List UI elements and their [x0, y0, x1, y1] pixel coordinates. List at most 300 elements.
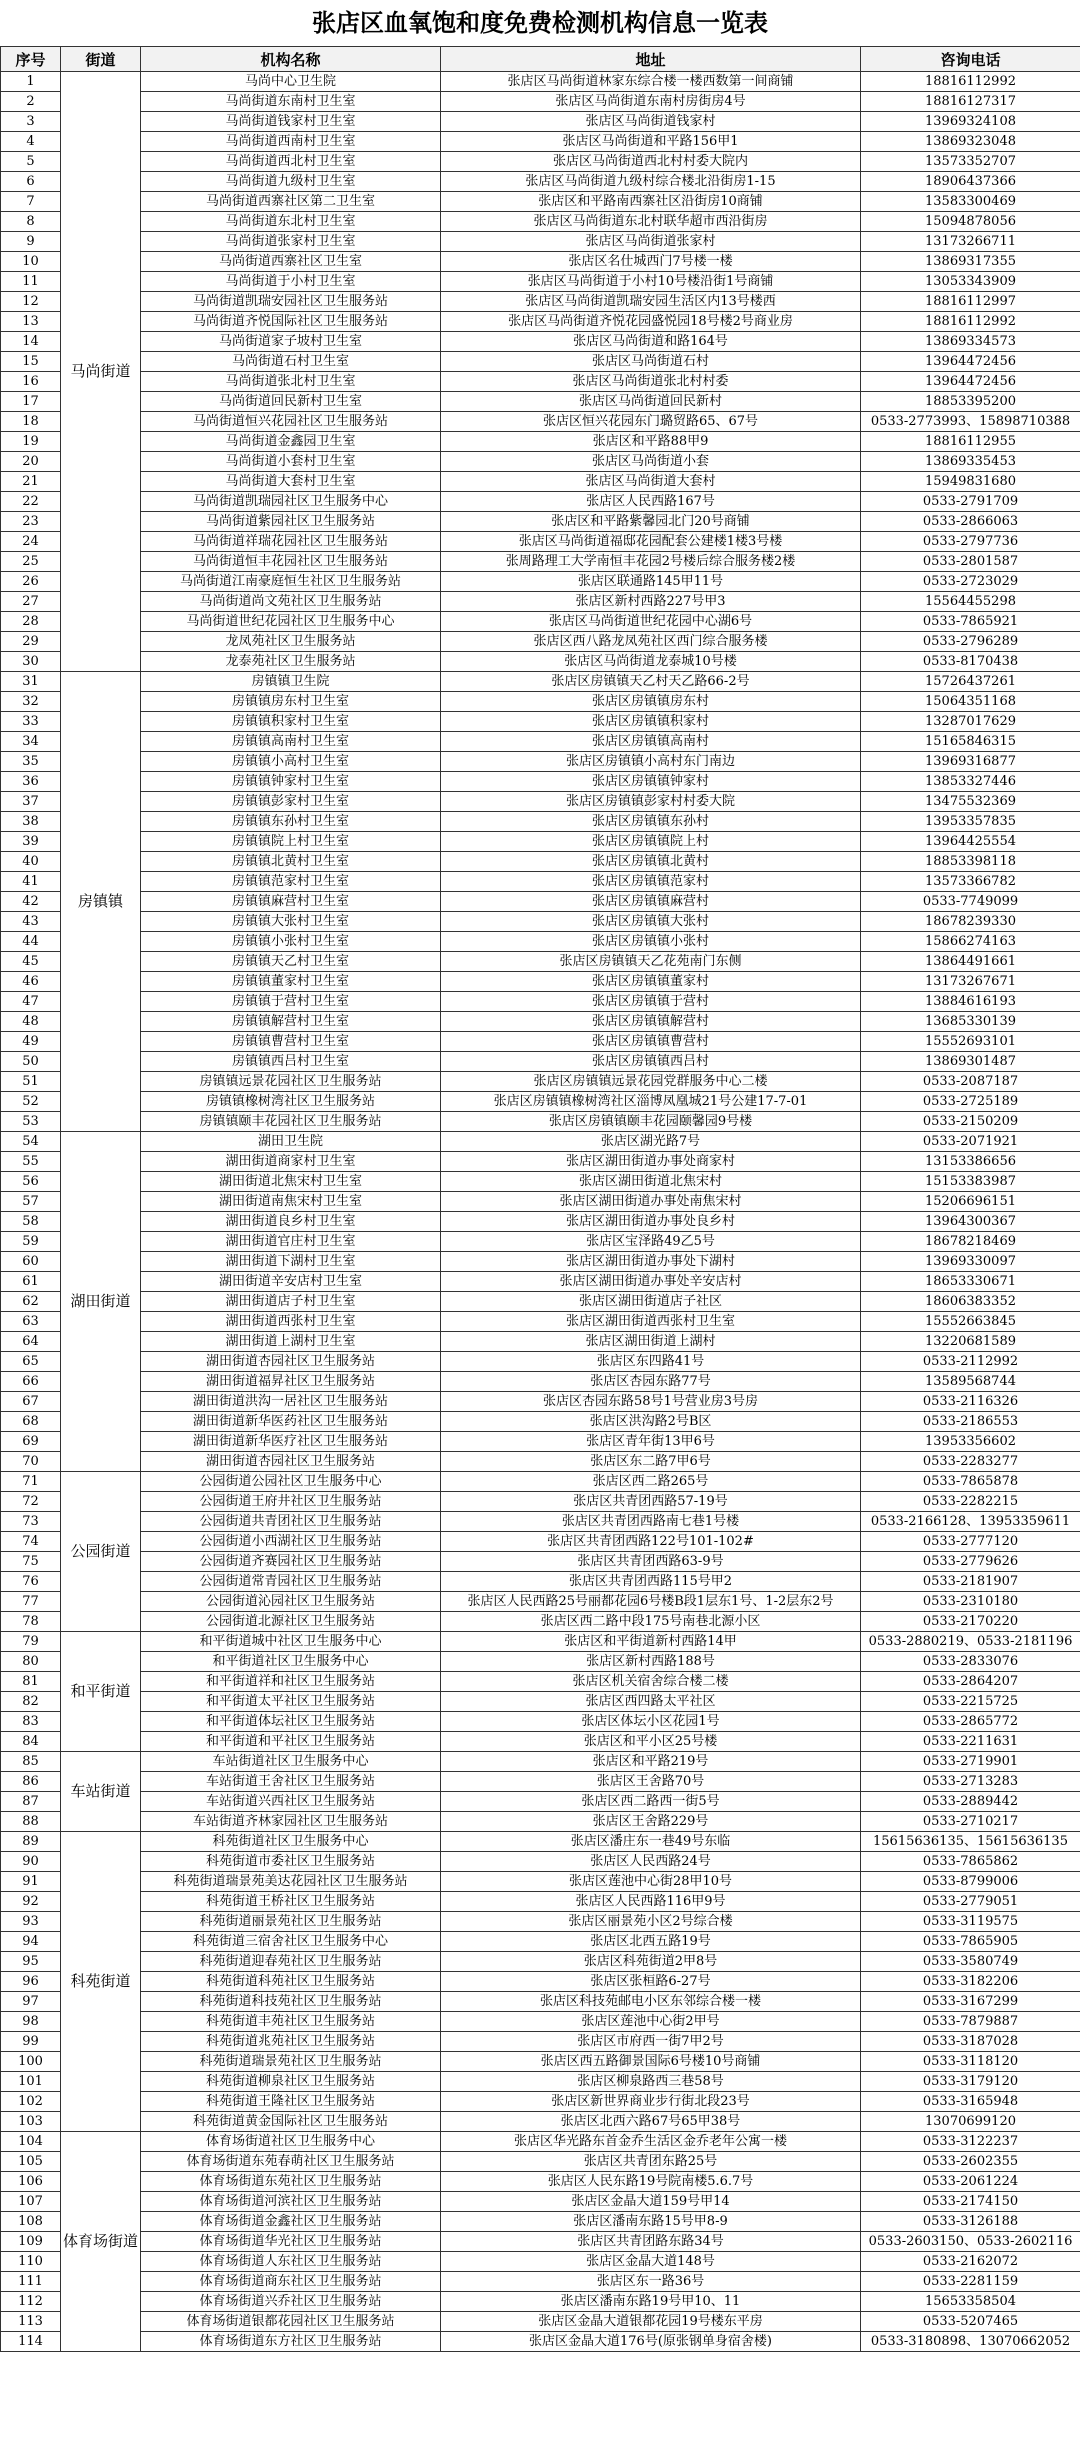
cell-institution: 马尚街道石村卫生室 [141, 352, 441, 372]
cell-address: 张店区湖田街道办事处良乡村 [441, 1212, 861, 1232]
cell-phone: 0533-3118120 [861, 2052, 1080, 2072]
cell-address: 张店区金晶大道159号甲14 [441, 2192, 861, 2212]
cell-phone: 13220681589 [861, 1332, 1080, 1352]
cell-index: 105 [1, 2152, 61, 2172]
cell-index: 46 [1, 972, 61, 992]
cell-address: 张店区体坛小区花园1号 [441, 1712, 861, 1732]
cell-index: 76 [1, 1572, 61, 1592]
cell-index: 113 [1, 2312, 61, 2332]
cell-institution: 房镇镇高南村卫生室 [141, 732, 441, 752]
cell-phone: 15866274163 [861, 932, 1080, 952]
cell-index: 5 [1, 152, 61, 172]
cell-street: 科苑街道 [61, 1832, 141, 2132]
cell-address: 张店区共青团西路南七巷1号楼 [441, 1512, 861, 1532]
table-row [1, 1872, 1080, 1892]
cell-institution: 房镇镇董家村卫生室 [141, 972, 441, 992]
table-row [1, 1672, 1080, 1692]
cell-index: 75 [1, 1552, 61, 1572]
cell-index: 77 [1, 1592, 61, 1612]
cell-index: 94 [1, 1932, 61, 1952]
table-row [1, 1592, 1080, 1612]
cell-institution: 公园街道共青团社区卫生服务站 [141, 1512, 441, 1532]
cell-phone: 0533-2282215 [861, 1492, 1080, 1512]
cell-phone: 0533-2777120 [861, 1532, 1080, 1552]
cell-index: 72 [1, 1492, 61, 1512]
cell-institution: 房镇镇大张村卫生室 [141, 912, 441, 932]
table-row [1, 2012, 1080, 2032]
cell-institution: 房镇镇于营村卫生室 [141, 992, 441, 1012]
table-row [1, 1392, 1080, 1412]
cell-address: 张店区北西五路19号 [441, 1932, 861, 1952]
table-row [1, 992, 1080, 1012]
cell-address: 张店区洪沟路2号B区 [441, 1412, 861, 1432]
cell-address: 张店区房镇镇房东村 [441, 692, 861, 712]
cell-address: 张店区马尚街道大套村 [441, 472, 861, 492]
cell-institution: 湖田街道西张村卫生室 [141, 1312, 441, 1332]
cell-institution: 龙凤苑社区卫生服务站 [141, 632, 441, 652]
cell-index: 13 [1, 312, 61, 332]
cell-index: 61 [1, 1272, 61, 1292]
cell-address: 张店区共青团东路25号 [441, 2152, 861, 2172]
cell-index: 29 [1, 632, 61, 652]
table-row [1, 1332, 1080, 1352]
cell-index: 7 [1, 192, 61, 212]
cell-phone: 15165846315 [861, 732, 1080, 752]
table-row [1, 432, 1080, 452]
cell-address: 张店区西四路太平社区 [441, 1692, 861, 1712]
table-row [1, 1772, 1080, 1792]
cell-index: 65 [1, 1352, 61, 1372]
table-header-row [1, 47, 1080, 72]
cell-institution: 马尚街道小套村卫生室 [141, 452, 441, 472]
cell-phone: 13573366782 [861, 872, 1080, 892]
cell-index: 51 [1, 1072, 61, 1092]
cell-institution: 体育场街道金鑫社区卫生服务站 [141, 2212, 441, 2232]
cell-index: 1 [1, 72, 61, 92]
cell-institution: 科苑街道兆苑社区卫生服务站 [141, 2032, 441, 2052]
cell-phone: 0533-2796289 [861, 632, 1080, 652]
table-row [1, 2152, 1080, 2172]
cell-address: 张店区房镇镇颐丰花园颐馨园9号楼 [441, 1112, 861, 1132]
cell-phone: 13869323048 [861, 132, 1080, 152]
cell-institution: 马尚街道凯瑞安园社区卫生服务站 [141, 292, 441, 312]
table-row [1, 1792, 1080, 1812]
cell-institution: 科苑街道丽景苑社区卫生服务站 [141, 1912, 441, 1932]
cell-phone: 0533-5207465 [861, 2312, 1080, 2332]
cell-phone: 0533-2723029 [861, 572, 1080, 592]
cell-address: 张店区联通路145甲11号 [441, 572, 861, 592]
cell-address: 张店区马尚街道世纪花园中心湖6号 [441, 612, 861, 632]
cell-index: 32 [1, 692, 61, 712]
cell-institution: 房镇镇院上村卫生室 [141, 832, 441, 852]
cell-institution: 科苑街道瑞景苑美达花园社区卫生服务站 [141, 1872, 441, 1892]
cell-phone: 0533-2166128、13953359611 [861, 1512, 1080, 1532]
cell-institution: 湖田街道洪沟一居社区卫生服务站 [141, 1392, 441, 1412]
cell-phone: 15615636135、15615636135 [861, 1832, 1080, 1852]
cell-phone: 13853327446 [861, 772, 1080, 792]
cell-phone: 0533-2719901 [861, 1752, 1080, 1772]
cell-address: 张店区科技苑邮电小区东邻综合楼一楼 [441, 1992, 861, 2012]
table-row [1, 1492, 1080, 1512]
cell-address: 张店区和平路88甲9 [441, 432, 861, 452]
cell-phone: 13964472456 [861, 352, 1080, 372]
cell-address: 张店区北西六路67号65甲38号 [441, 2112, 861, 2132]
cell-index: 81 [1, 1672, 61, 1692]
cell-index: 114 [1, 2332, 61, 2352]
cell-index: 20 [1, 452, 61, 472]
cell-address: 张店区名仕城西门7号楼一楼 [441, 252, 861, 272]
cell-index: 90 [1, 1852, 61, 1872]
cell-institution: 湖田街道新华医药社区卫生服务站 [141, 1412, 441, 1432]
cell-institution: 房镇镇北黄村卫生室 [141, 852, 441, 872]
cell-address: 张店区和平小区25号楼 [441, 1732, 861, 1752]
cell-phone: 0533-2186553 [861, 1412, 1080, 1432]
cell-index: 45 [1, 952, 61, 972]
cell-phone: 0533-7865878 [861, 1472, 1080, 1492]
cell-phone: 0533-2174150 [861, 2192, 1080, 2212]
cell-index: 66 [1, 1372, 61, 1392]
cell-phone: 13964472456 [861, 372, 1080, 392]
cell-phone: 13573352707 [861, 152, 1080, 172]
cell-institution: 体育场街道河滨社区卫生服务站 [141, 2192, 441, 2212]
cell-index: 55 [1, 1152, 61, 1172]
cell-index: 43 [1, 912, 61, 932]
table-row [1, 612, 1080, 632]
cell-institution: 马尚街道凯瑞园社区卫生服务中心 [141, 492, 441, 512]
table-row [1, 2192, 1080, 2212]
cell-address: 张店区潘庄东一巷49号东临 [441, 1832, 861, 1852]
cell-phone: 0533-2889442 [861, 1792, 1080, 1812]
cell-institution: 房镇镇范家村卫生室 [141, 872, 441, 892]
cell-institution: 科苑街道社区卫生服务中心 [141, 1832, 441, 1852]
table-row [1, 632, 1080, 652]
cell-address: 张店区马尚街道东北村联华超市西沿街房 [441, 212, 861, 232]
cell-index: 23 [1, 512, 61, 532]
cell-address: 张周路理工大学南恒丰花园2号楼后综合服务楼2楼 [441, 552, 861, 572]
cell-address: 张店区新村西路227号甲3 [441, 592, 861, 612]
table-row [1, 452, 1080, 472]
cell-phone: 0533-3122237 [861, 2132, 1080, 2152]
cell-phone: 18816112992 [861, 72, 1080, 92]
table-row [1, 652, 1080, 672]
cell-index: 17 [1, 392, 61, 412]
cell-address: 张店区马尚街道张北村村委 [441, 372, 861, 392]
cell-address: 张店区湖田街道办事处商家村 [441, 1152, 861, 1172]
cell-institution: 湖田卫生院 [141, 1132, 441, 1152]
table-row [1, 392, 1080, 412]
cell-address: 张店区和平路紫馨园北门20号商铺 [441, 512, 861, 532]
cell-index: 71 [1, 1472, 61, 1492]
cell-institution: 马尚街道江南豪庭恒生社区卫生服务站 [141, 572, 441, 592]
cell-institution: 湖田街道北焦宋村卫生室 [141, 1172, 441, 1192]
cell-institution: 湖田街道新华医疗社区卫生服务站 [141, 1432, 441, 1452]
cell-index: 59 [1, 1232, 61, 1252]
table-row [1, 1832, 1080, 1852]
table-row [1, 2212, 1080, 2232]
cell-phone: 18816112992 [861, 312, 1080, 332]
cell-phone: 0533-8170438 [861, 652, 1080, 672]
table-row [1, 1892, 1080, 1912]
cell-index: 34 [1, 732, 61, 752]
cell-phone: 0533-2071921 [861, 1132, 1080, 1152]
cell-address: 张店区金晶大道176号(原张钢单身宿舍楼) [441, 2332, 861, 2352]
cell-address: 张店区湖田街道上湖村 [441, 1332, 861, 1352]
cell-address: 张店区马尚街道回民新村 [441, 392, 861, 412]
cell-phone: 13070699120 [861, 2112, 1080, 2132]
cell-phone: 18678218469 [861, 1232, 1080, 1252]
table-row [1, 1912, 1080, 1932]
cell-phone: 0533-7865921 [861, 612, 1080, 632]
cell-institution: 马尚街道东北村卫生室 [141, 212, 441, 232]
cell-address: 张店区潘南东路15号甲8-9 [441, 2212, 861, 2232]
cell-institution: 体育场街道华光社区卫生服务站 [141, 2232, 441, 2252]
cell-institution: 和平街道太平社区卫生服务站 [141, 1692, 441, 1712]
cell-institution: 车站街道齐林家园社区卫生服务站 [141, 1812, 441, 1832]
cell-phone: 13953357835 [861, 812, 1080, 832]
cell-institution: 房镇镇解营村卫生室 [141, 1012, 441, 1032]
cell-address: 张店区宝泽路49乙5号 [441, 1232, 861, 1252]
page-title: 张店区血氧饱和度免费检测机构信息一览表 [312, 8, 768, 37]
table-row [1, 1852, 1080, 1872]
cell-phone: 0533-2773993、15898710388 [861, 412, 1080, 432]
cell-institution: 科苑街道科技苑社区卫生服务站 [141, 1992, 441, 2012]
cell-index: 41 [1, 872, 61, 892]
cell-phone: 0533-3179120 [861, 2072, 1080, 2092]
cell-institution: 和平街道城中社区卫生服务中心 [141, 1632, 441, 1652]
table-row [1, 1512, 1080, 1532]
cell-index: 110 [1, 2252, 61, 2272]
cell-institution: 湖田街道上湖村卫生室 [141, 1332, 441, 1352]
cell-institution: 马尚街道尚文苑社区卫生服务站 [141, 592, 441, 612]
cell-institution: 房镇镇远景花园社区卫生服务站 [141, 1072, 441, 1092]
table-row [1, 1812, 1080, 1832]
cell-phone: 0533-2602355 [861, 2152, 1080, 2172]
cell-index: 103 [1, 2112, 61, 2132]
cell-phone: 13869317355 [861, 252, 1080, 272]
cell-index: 99 [1, 2032, 61, 2052]
cell-phone: 0533-8799006 [861, 1872, 1080, 1892]
cell-institution: 房镇镇橡树湾社区卫生服务站 [141, 1092, 441, 1112]
cell-phone: 15064351168 [861, 692, 1080, 712]
table-row [1, 1372, 1080, 1392]
cell-index: 62 [1, 1292, 61, 1312]
cell-index: 112 [1, 2292, 61, 2312]
cell-phone: 0533-2791709 [861, 492, 1080, 512]
cell-index: 86 [1, 1772, 61, 1792]
table-row [1, 112, 1080, 132]
table-row [1, 292, 1080, 312]
cell-address: 张店区共青团路东路34号 [441, 2232, 861, 2252]
cell-phone: 0533-2779626 [861, 1552, 1080, 1572]
table-row [1, 412, 1080, 432]
cell-phone: 15153383987 [861, 1172, 1080, 1192]
table-row [1, 1732, 1080, 1752]
table-row [1, 1552, 1080, 1572]
cell-institution: 马尚街道张家村卫生室 [141, 232, 441, 252]
cell-index: 67 [1, 1392, 61, 1412]
cell-index: 56 [1, 1172, 61, 1192]
cell-index: 42 [1, 892, 61, 912]
cell-address: 张店区房镇镇麻营村 [441, 892, 861, 912]
cell-address: 张店区西二路中段175号南巷北源小区 [441, 1612, 861, 1632]
cell-index: 68 [1, 1412, 61, 1432]
cell-institution: 马尚街道祥瑞花园社区卫生服务站 [141, 532, 441, 552]
cell-index: 96 [1, 1972, 61, 1992]
cell-phone: 13869335453 [861, 452, 1080, 472]
cell-institution: 马尚街道恒兴花园社区卫生服务站 [141, 412, 441, 432]
cell-phone: 0533-2833076 [861, 1652, 1080, 1672]
cell-address: 张店区西五路御景国际6号楼10号商铺 [441, 2052, 861, 2072]
cell-phone: 0533-2801587 [861, 552, 1080, 572]
cell-address: 张店区房镇镇北黄村 [441, 852, 861, 872]
cell-phone: 15564455298 [861, 592, 1080, 612]
cell-institution: 体育场街道兴乔社区卫生服务站 [141, 2292, 441, 2312]
table-row [1, 1272, 1080, 1292]
cell-institution: 房镇镇卫生院 [141, 672, 441, 692]
cell-institution: 马尚街道世纪花园社区卫生服务中心 [141, 612, 441, 632]
cell-phone: 0533-2797736 [861, 532, 1080, 552]
table-row [1, 1292, 1080, 1312]
table-row [1, 252, 1080, 272]
table-row [1, 2272, 1080, 2292]
cell-index: 4 [1, 132, 61, 152]
cell-institution: 房镇镇麻营村卫生室 [141, 892, 441, 912]
table-row [1, 2132, 1080, 2152]
cell-address: 张店区马尚街道石村 [441, 352, 861, 372]
table-row [1, 812, 1080, 832]
cell-institution: 马尚街道紫园社区卫生服务站 [141, 512, 441, 532]
cell-index: 106 [1, 2172, 61, 2192]
cell-index: 69 [1, 1432, 61, 1452]
table-row [1, 92, 1080, 112]
table-row [1, 1212, 1080, 1232]
cell-street: 马尚街道 [61, 72, 141, 672]
cell-address: 张店区恒兴花园东门璐贸路65、67号 [441, 412, 861, 432]
institution-table [0, 46, 1080, 2352]
cell-institution: 龙泰苑社区卫生服务站 [141, 652, 441, 672]
cell-institution: 体育场街道社区卫生服务中心 [141, 2132, 441, 2152]
table-row [1, 1072, 1080, 1092]
table-row [1, 1352, 1080, 1372]
cell-address: 张店区市府西一街7甲2号 [441, 2032, 861, 2052]
cell-institution: 湖田街道辛安店村卫生室 [141, 1272, 441, 1292]
cell-address: 张店区房镇镇钟家村 [441, 772, 861, 792]
cell-institution: 科苑街道王隆社区卫生服务站 [141, 2092, 441, 2112]
cell-phone: 18853395200 [861, 392, 1080, 412]
cell-phone: 13173267671 [861, 972, 1080, 992]
cell-address: 张店区西二路西一街5号 [441, 1792, 861, 1812]
cell-street: 房镇镇 [61, 672, 141, 1132]
cell-institution: 湖田街道杏园社区卫生服务站 [141, 1352, 441, 1372]
cell-index: 74 [1, 1532, 61, 1552]
cell-phone: 0533-2283277 [861, 1452, 1080, 1472]
cell-phone: 0533-2880219、0533-2181196 [861, 1632, 1080, 1652]
cell-index: 109 [1, 2232, 61, 2252]
table-row [1, 2252, 1080, 2272]
table-row [1, 572, 1080, 592]
cell-address: 张店区房镇镇远景花园党群服务中心二楼 [441, 1072, 861, 1092]
cell-phone: 0533-2603150、0533-2602116 [861, 2232, 1080, 2252]
cell-address: 张店区东四路41号 [441, 1352, 861, 1372]
table-row [1, 592, 1080, 612]
cell-institution: 房镇镇小高村卫生室 [141, 752, 441, 772]
header-street: 街道 [61, 47, 141, 72]
cell-address: 张店区马尚街道凯瑞安园生活区内13号楼西 [441, 292, 861, 312]
cell-institution: 科苑街道市委社区卫生服务站 [141, 1852, 441, 1872]
table-row [1, 272, 1080, 292]
cell-institution: 马尚街道恒丰花园社区卫生服务站 [141, 552, 441, 572]
cell-institution: 房镇镇曹营村卫生室 [141, 1032, 441, 1052]
cell-institution: 科苑街道柳泉社区卫生服务站 [141, 2072, 441, 2092]
cell-address: 张店区马尚街道钱家村 [441, 112, 861, 132]
cell-address: 张店区湖田街道店子社区 [441, 1292, 861, 1312]
cell-index: 60 [1, 1252, 61, 1272]
table-row [1, 372, 1080, 392]
cell-phone: 13969324108 [861, 112, 1080, 132]
cell-address: 张店区湖田街道办事处南焦宋村 [441, 1192, 861, 1212]
cell-index: 73 [1, 1512, 61, 1532]
table-row [1, 2032, 1080, 2052]
table-row [1, 2332, 1080, 2352]
table-row [1, 2312, 1080, 2332]
cell-index: 97 [1, 1992, 61, 2012]
table-row [1, 552, 1080, 572]
cell-address: 张店区马尚街道齐悦花园盛悦园18号楼2号商业房 [441, 312, 861, 332]
header-institution: 机构名称 [141, 47, 441, 72]
cell-address: 张店区王舍路229号 [441, 1812, 861, 1832]
cell-street: 和平街道 [61, 1632, 141, 1752]
cell-phone: 0533-2713283 [861, 1772, 1080, 1792]
cell-institution: 公园街道齐赛园社区卫生服务站 [141, 1552, 441, 1572]
cell-phone: 0533-3126188 [861, 2212, 1080, 2232]
cell-address: 张店区房镇镇曹营村 [441, 1032, 861, 1052]
table-row [1, 972, 1080, 992]
cell-street: 体育场街道 [61, 2132, 141, 2352]
cell-index: 38 [1, 812, 61, 832]
table-row [1, 952, 1080, 972]
cell-phone: 0533-7865862 [861, 1852, 1080, 1872]
cell-institution: 公园街道公园社区卫生服务中心 [141, 1472, 441, 1492]
cell-institution: 房镇镇东孙村卫生室 [141, 812, 441, 832]
cell-address: 张店区青年街13甲6号 [441, 1432, 861, 1452]
cell-institution: 体育场街道东苑社区卫生服务站 [141, 2172, 441, 2192]
cell-phone: 0533-2215725 [861, 1692, 1080, 1712]
cell-address: 张店区湖田街道西张村卫生室 [441, 1312, 861, 1332]
cell-phone: 0533-2710217 [861, 1812, 1080, 1832]
cell-institution: 湖田街道杏园社区卫生服务站 [141, 1452, 441, 1472]
cell-index: 54 [1, 1132, 61, 1152]
cell-street: 湖田街道 [61, 1132, 141, 1472]
cell-phone: 15653358504 [861, 2292, 1080, 2312]
cell-institution: 科苑街道瑞景苑社区卫生服务站 [141, 2052, 441, 2072]
cell-institution: 马尚街道西北村卫生室 [141, 152, 441, 172]
cell-index: 70 [1, 1452, 61, 1472]
cell-phone: 18853398118 [861, 852, 1080, 872]
cell-institution: 房镇镇房东村卫生室 [141, 692, 441, 712]
cell-institution: 马尚街道张北村卫生室 [141, 372, 441, 392]
table-row [1, 2072, 1080, 2092]
cell-index: 47 [1, 992, 61, 1012]
cell-institution: 房镇镇天乙村卫生室 [141, 952, 441, 972]
cell-address: 张店区房镇镇彭家村村委大院 [441, 792, 861, 812]
cell-phone: 13869334573 [861, 332, 1080, 352]
cell-address: 张店区房镇镇院上村 [441, 832, 861, 852]
cell-institution: 马尚街道大套村卫生室 [141, 472, 441, 492]
cell-index: 33 [1, 712, 61, 732]
cell-index: 26 [1, 572, 61, 592]
cell-index: 88 [1, 1812, 61, 1832]
cell-address: 张店区人民西路24号 [441, 1852, 861, 1872]
